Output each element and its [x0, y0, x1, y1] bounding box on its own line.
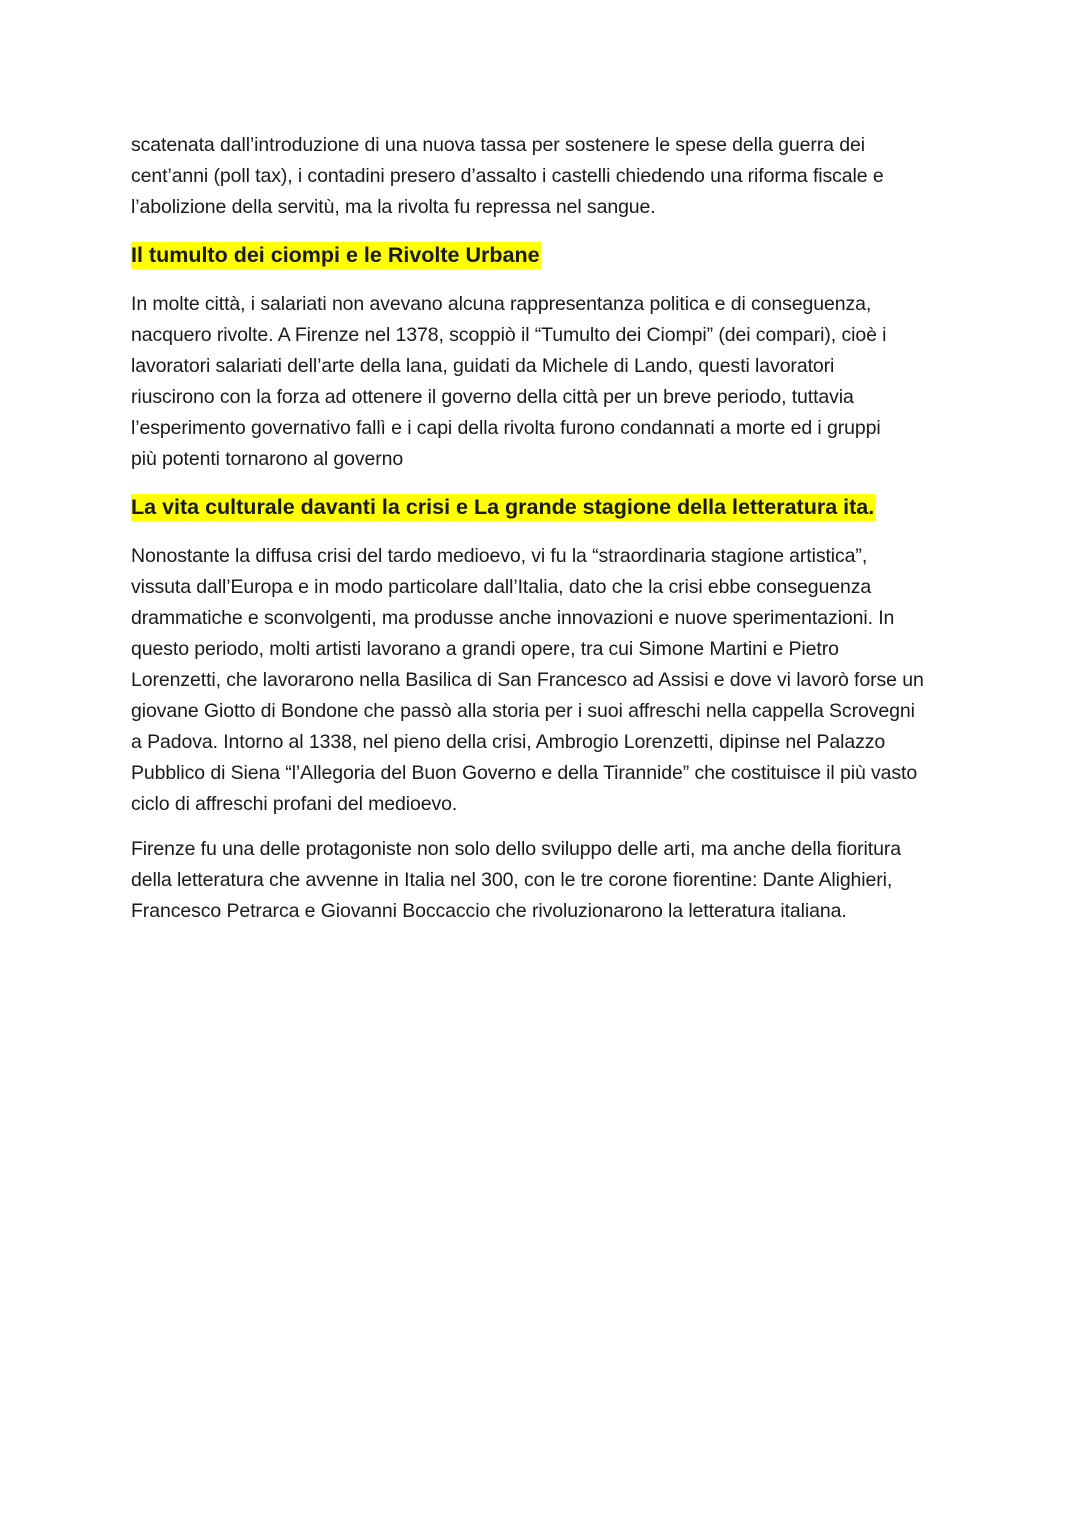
text-line: giovane Giotto di Bondone che passò alla storia per i suoi affreschi nella cappella Scrovegni [131, 700, 915, 722]
text-line: scatenata dall’introduzione di una nuova tassa per sostenere le spese della guerra dei [131, 134, 865, 156]
paragraph-florence-literature [131, 834, 961, 927]
paragraph-urban-revolts [131, 289, 961, 475]
text-line: cent’anni (poll tax), i contadini presero d’assalto i castelli chiedendo una riforma fiscale e [131, 165, 884, 187]
text-line: l’esperimento governativo fallì e i capi della rivolta furono condannati a morte ed i gruppi [131, 417, 881, 439]
text-line: riuscirono con la forza ad ottenere il governo della città per un breve periodo, tuttavia [131, 386, 854, 408]
text-line: Lorenzetti, che lavorarono nella Basilica di San Francesco ad Assisi e dove vi lavorò forse un [131, 669, 924, 691]
text-line: drammatiche e sconvolgenti, ma produsse anche innovazioni e nuove sperimentazioni. In [131, 607, 895, 629]
text-line: a Padova. Intorno al 1338, nel pieno della crisi, Ambrogio Lorenzetti, dipinse nel Palazzo [131, 731, 886, 753]
text-line: questo periodo, molti artisti lavorano a grandi opere, tra cui Simone Martini e Pietro [131, 638, 839, 660]
text-line: ciclo di affreschi profani del medioevo. [131, 793, 458, 815]
text-line: vissuta dall’Europa e in modo particolare dall’Italia, dato che la crisi ebbe conseguenza [131, 576, 872, 598]
highlighted-heading-text: Il tumulto dei ciompi e le Rivolte Urbane [131, 243, 540, 267]
heading-tumulto-ciompi [131, 241, 961, 269]
heading-cultural-life [131, 493, 961, 521]
highlighted-heading-text: La vita culturale davanti la crisi e La grande stagione della letteratura ita. [131, 495, 875, 519]
text-line: Nonostante la diffusa crisi del tardo medioevo, vi fu la “straordinaria stagione artistica”, [131, 545, 868, 567]
document-page [131, 130, 961, 927]
text-line: lavoratori salariati dell’arte della lana, guidati da Michele di Lando, questi lavoratori [131, 355, 835, 377]
text-line: della letteratura che avvenne in Italia nel 300, con le tre corone fiorentine: Dante Alighieri, [131, 869, 893, 891]
text-line: più potenti tornarono al governo [131, 448, 404, 470]
text-line: Firenze fu una delle protagoniste non solo dello sviluppo delle arti, ma anche della fioritura [131, 838, 901, 860]
text-line: Pubblico di Siena “l’Allegoria del Buon Governo e della Tirannide” che costituisce il più vasto [131, 762, 918, 784]
text-line: l’abolizione della servitù, ma la rivolta fu repressa nel sangue. [131, 196, 656, 218]
paragraph-artistic-season [131, 541, 961, 820]
text-line: Francesco Petrarca e Giovanni Boccaccio che rivoluzionarono la letteratura italiana. [131, 900, 847, 922]
paragraph-peasant-revolt [131, 130, 961, 223]
text-line: In molte città, i salariati non avevano alcuna rappresentanza politica e di conseguenza, [131, 293, 872, 315]
text-line: nacquero rivolte. A Firenze nel 1378, scoppiò il “Tumulto dei Ciompi” (dei compari), cioè i [131, 324, 887, 346]
